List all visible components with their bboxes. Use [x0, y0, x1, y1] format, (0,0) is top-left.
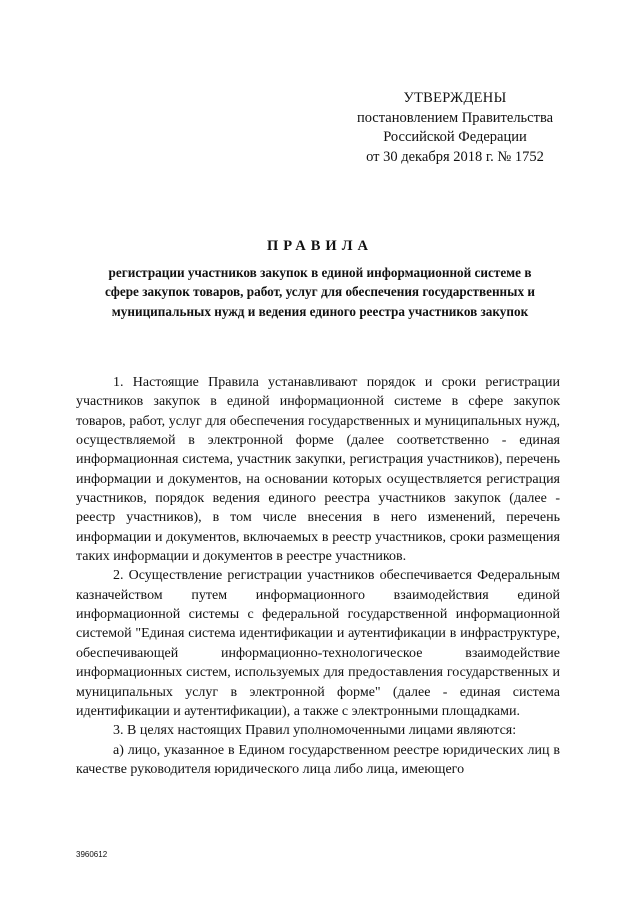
document-title: ПРАВИЛА	[267, 238, 373, 254]
document-body	[76, 373, 560, 779]
approval-line-2: Российской Федерации	[383, 129, 527, 145]
paragraph-3: 3. В целях настоящих Правил уполномоченными лицами являются:	[113, 723, 517, 739]
paragraph-2: 2. Осуществление регистрации участников обеспечивается Федеральным казначейством путем информационного взаимодействия единой информационной системы с федеральной государственной информационной системой "Единая система идентификации и аутентификации в инфраструктуре, обеспечивающей информационно-технологическое взаимодействие информационных систем, используемых для предоставления государственных и муниципальных услуг в электронной форме" (далее - единая система идентификации и аутентификации), а также с электронными площадками.	[76, 568, 560, 719]
paragraph-3a: а) лицо, указанное в Едином государственном реестре юридических лиц в качестве руководителя юридического лица либо лица, имеющего	[76, 742, 560, 777]
paragraph-1: 1. Настоящие Правила устанавливают порядок и сроки регистрации участников закупок в единой информационной системе в сфере закупок товаров, работ, услуг для обеспечения государственных и муниципальных нужд, осуществляемой в электронной форме (далее соответственно - единая информационная система, участник закупки, регистрация участников), перечень информации и документов, на основании которых осуществляется регистрация участников, порядок ведения единого реестра участников закупок (далее - реестр участников), в том числе внесения в него изменений, перечень информации и документов, включаемых в реестр участников, сроки размещения таких информации и документов в реестре участников.	[76, 375, 560, 565]
approved-heading: УТВЕРЖДЕНЫ	[403, 90, 507, 106]
approval-line-3: от 30 декабря 2018 г. № 1752	[366, 148, 544, 165]
document-subtitle: регистрации участников закупок в единой информационной системе в сфере закупок товаров, работ, услуг для обеспечения государственных и муниципальных нужд и ведения единого реестра участников закупок	[105, 265, 535, 319]
approval-block	[330, 89, 580, 167]
document-number: 3960612	[76, 850, 108, 859]
approval-line-1: постановлением Правительства	[356, 109, 554, 126]
